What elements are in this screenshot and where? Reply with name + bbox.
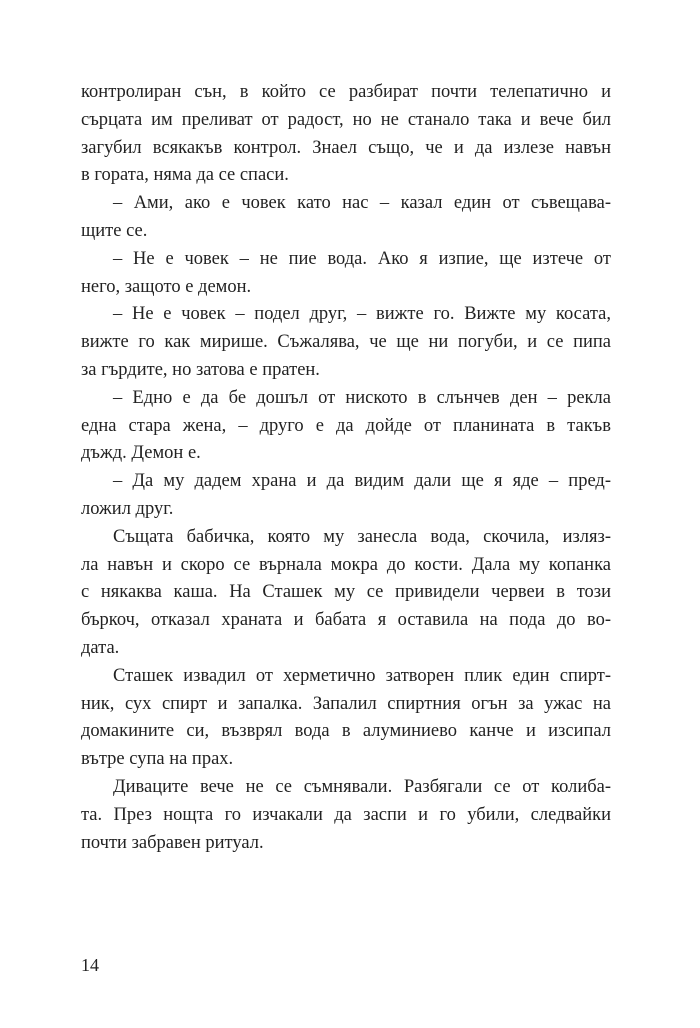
text-line: в гората, няма да се спаси. (81, 165, 289, 186)
text-line: контролиран сън, в който се разбират почти телепатично и (81, 82, 611, 102)
text-line: – Не е човек – не пие вода. Ако я изпие, ще изтече от (113, 248, 611, 269)
text-line: ник, сух спирт и запалка. Запалил спиртния огън за ужас на (81, 693, 611, 714)
text-line: него, защото е демон. (81, 276, 252, 297)
text-line: домакините си, възврял вода в алуминиево канче и изсипал (81, 721, 611, 742)
text-line: дъжд. Демон е. (81, 443, 201, 464)
text-line: – Не е човек – подел друг, – вижте го. Вижте му косата, (113, 304, 611, 325)
text-line: вътре супа на прах. (81, 749, 234, 770)
text-line: – Да му дадем храна и да видим дали ще я яде – пред- (113, 471, 611, 492)
text-line: ла навън и скоро се върнала мокра до кости. Дала му копанка (81, 554, 611, 575)
text-line: та. През нощта го изчакали да заспи и го убили, следвайки (81, 804, 611, 825)
text-line: бъркоч, отказал храната и бабата я оставила на пода до во- (81, 610, 611, 631)
text-line: сърцата им преливат от радост, но не станало така и вече бил (81, 109, 611, 130)
text-line: почти забравен ритуал. (81, 832, 264, 853)
text-line: Сташек извадил от херметично затворен плик един спирт- (113, 665, 611, 686)
text-line: щите се. (81, 220, 148, 241)
text-line: вижте го как мирише. Съжалява, че ще ни погуби, и се пипа (81, 332, 611, 353)
text-line: загубил всякакъв контрол. Знаел също, че и да излезе навън (81, 137, 611, 158)
text-line: ложил друг. (81, 498, 174, 519)
text-line: Същата бабичка, която му занесла вода, скочила, изляз- (113, 526, 611, 547)
text-line: – Едно е да бе дошъл от ниското в слънчев ден – рекла (113, 387, 611, 408)
page-number: 14 (81, 955, 99, 975)
text-line: – Ами, ако е човек като нас – казал един от съвещава- (113, 193, 611, 214)
text-line: една стара жена, – друго е да дойде от планината в такъв (81, 415, 611, 436)
text-line: с някаква каша. На Сташек му се привидели червеи в този (81, 582, 611, 603)
text-line: дата. (81, 637, 120, 658)
text-line: за гърдите, но затова е пратен. (81, 359, 320, 380)
body-text (81, 79, 611, 857)
text-line: Диваците вече не се съмнявали. Разбягали се от колиба- (113, 776, 611, 797)
